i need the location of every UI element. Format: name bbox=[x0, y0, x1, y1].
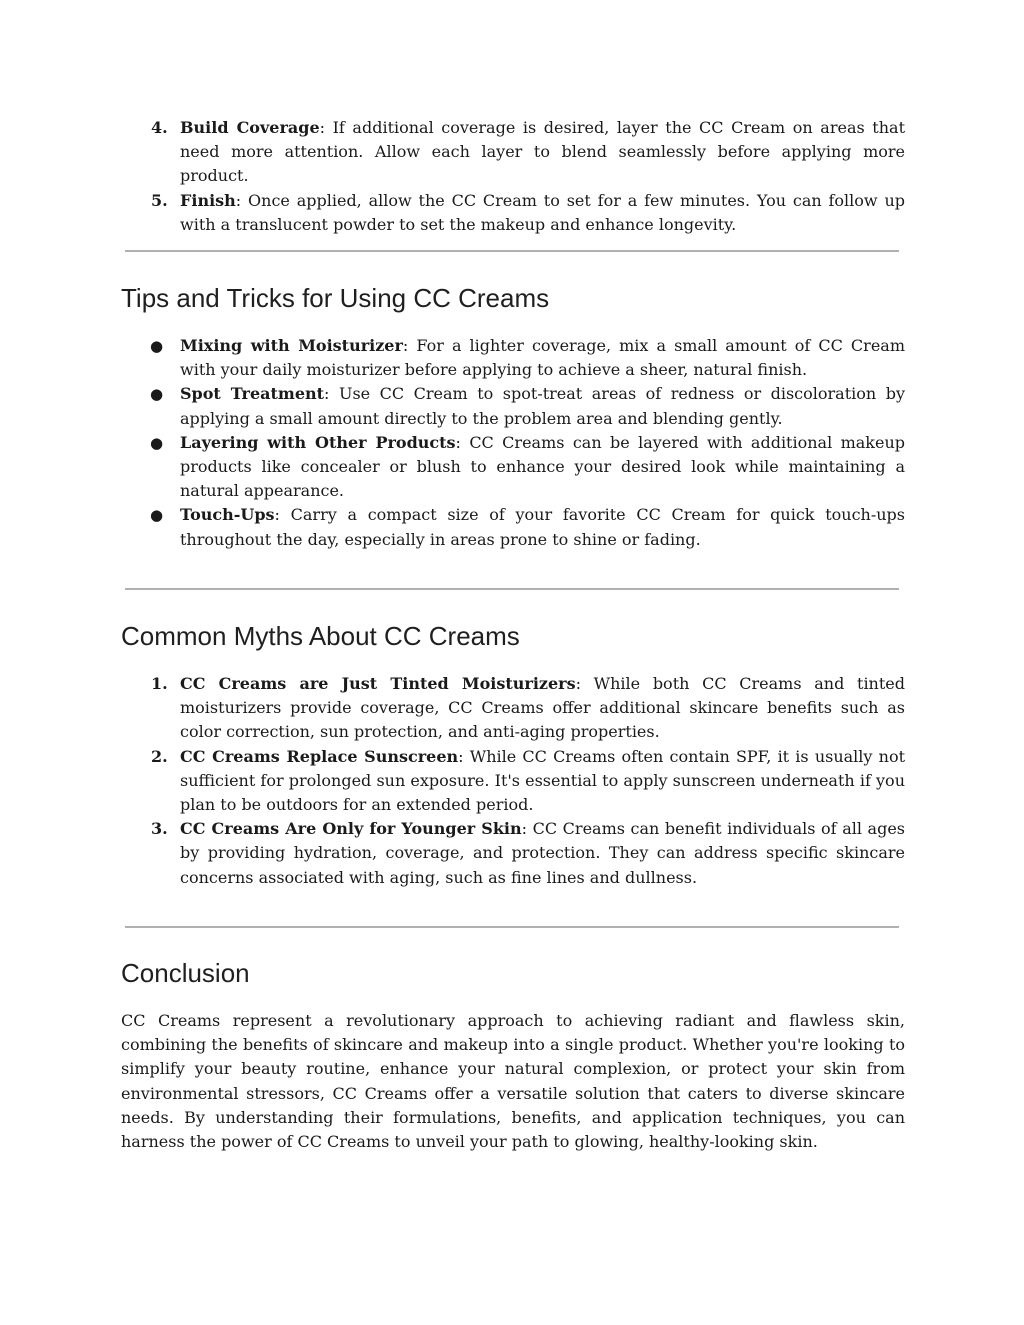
list-item bbox=[121, 382, 905, 430]
list-item bbox=[121, 431, 905, 504]
item-text: : If additional coverage is desired, layer the CC Cream on areas that need more attention. Allow each layer to blend seamlessly before applying more product. bbox=[180, 118, 905, 186]
item-text: : Carry a compact size of your favorite CC Cream for quick touch-ups throughout the day, especially in areas prone to shine or fading. bbox=[180, 505, 905, 549]
item-term: Spot Treatment bbox=[180, 384, 325, 404]
item-text: : While both CC Creams and tinted moisturizers provide coverage, CC Creams offer additional skincare benefits such as color correction, sun protection, and anti-aging properties. bbox=[180, 674, 906, 742]
bullet-icon: ● bbox=[150, 433, 164, 452]
section-divider bbox=[125, 250, 899, 252]
list-number: 4. bbox=[151, 118, 168, 137]
item-term: Finish bbox=[180, 190, 236, 210]
tips-list bbox=[121, 334, 905, 552]
conclusion-paragraph: CC Creams represent a revolutionary approach to achieving radiant and flawless skin, combining the benefits of skincare and makeup into a single product. Whether you're looking to simplify your beauty routine, enhance your natural complexion, or protect your skin from environmental stressors, CC Creams offer a versatile solution that caters to diverse skincare needs. By understanding their formulations, benefits, and application techniques, you can harness the power of CC Creams to unveil your path to glowing, healthy-looking skin. bbox=[121, 1011, 905, 1152]
item-text: : CC Creams can be layered with additional makeup products like concealer or blush to enhance your desired look while maintaining a natural appearance. bbox=[180, 432, 905, 501]
list-number: 1. bbox=[151, 674, 168, 693]
item-text: : Once applied, allow the CC Cream to set for a few minutes. You can follow up with a translucent powder to set the makeup and enhance longevity. bbox=[180, 190, 905, 234]
list-item bbox=[121, 503, 905, 551]
item-text: : While CC Creams often contain SPF, it is usually not sufficient for prolonged sun exposure. It's essential to apply sunscreen underneath if you plan to be outdoors for an extended period. bbox=[180, 746, 906, 815]
item-term: Touch-Ups bbox=[180, 505, 275, 525]
item-text: : For a lighter coverage, mix a small amount of CC Cream with your daily moisturizer before applying to achieve a sheer, natural finish. bbox=[180, 336, 906, 380]
item-term: CC Creams are Just Tinted Moisturizers bbox=[180, 674, 576, 693]
list-item bbox=[121, 116, 905, 189]
myths-list bbox=[121, 672, 905, 890]
item-term: CC Creams Are Only for Younger Skin bbox=[180, 819, 522, 839]
myths-heading: Common Myths About CC Creams bbox=[121, 621, 520, 651]
list-number: 2. bbox=[151, 746, 168, 766]
list-number: 3. bbox=[151, 819, 168, 839]
item-term: Mixing with Moisturizer bbox=[180, 336, 403, 355]
tips-heading: Tips and Tricks for Using CC Creams bbox=[121, 283, 550, 313]
list-item bbox=[121, 189, 905, 237]
section-divider bbox=[125, 926, 899, 928]
item-term: CC Creams Replace Sunscreen bbox=[180, 746, 459, 766]
list-item bbox=[121, 817, 905, 890]
bullet-icon: ● bbox=[150, 385, 164, 404]
section-divider bbox=[125, 588, 899, 590]
list-item bbox=[121, 745, 905, 818]
item-term: Layering with Other Products bbox=[180, 432, 456, 452]
bullet-icon: ● bbox=[150, 337, 164, 355]
list-item bbox=[121, 672, 905, 745]
conclusion-heading: Conclusion bbox=[121, 958, 250, 988]
item-term: Build Coverage bbox=[180, 118, 320, 137]
item-text: : CC Creams can benefit individuals of all ages by providing hydration, coverage, and protection. They can address specific skincare concerns associated with aging, such as fine lines and dullness. bbox=[180, 819, 906, 887]
list-number: 5. bbox=[151, 190, 168, 210]
item-text: : Use CC Cream to spot-treat areas of redness or discoloration by applying a small amount directly to the problem area and blending gently. bbox=[180, 384, 905, 428]
application-steps-list bbox=[121, 116, 905, 237]
bullet-icon: ● bbox=[150, 506, 164, 525]
list-item bbox=[121, 334, 905, 382]
